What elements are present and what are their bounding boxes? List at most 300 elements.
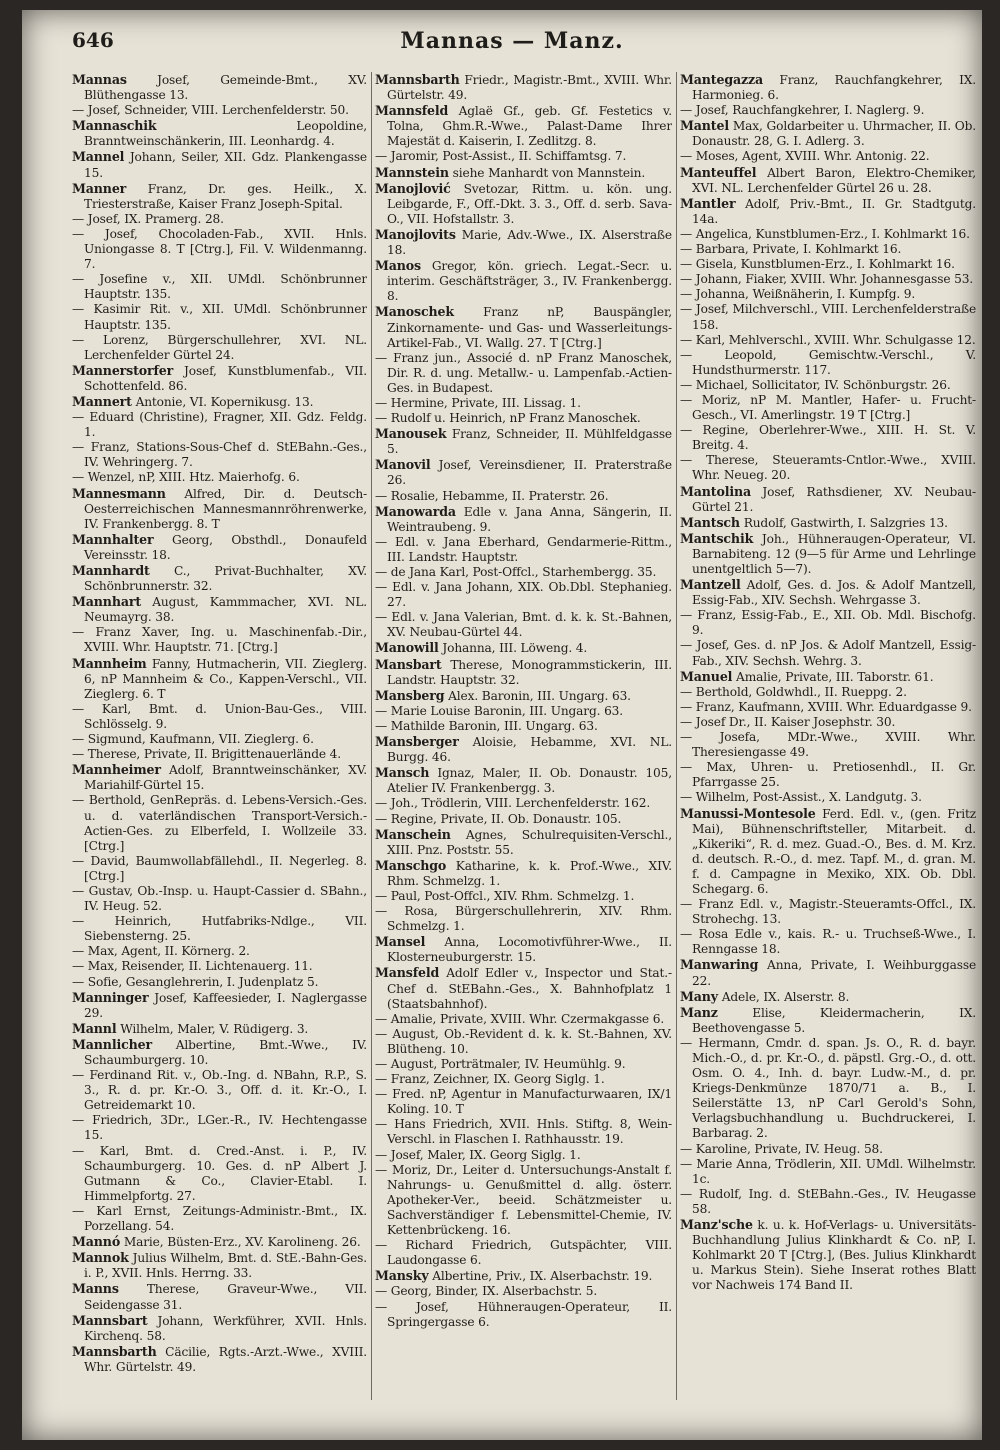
entry-details: — Franz, Kaufmann, XVIII. Whr. Eduardgasse 9. xyxy=(680,699,972,714)
entry-surname: Mansky xyxy=(375,1268,429,1284)
entry-details: — Eduard (Christine), Fragner, XII. Gdz. Feldg. 1. xyxy=(72,410,367,440)
directory-entry xyxy=(72,975,367,990)
entry-details: — Max, Reisender, II. Lichtenauerg. 11. xyxy=(72,959,313,974)
entry-details: Aglaë Gf., geb. Gf. Festetics v. Tolna, Ghm.R.-Wwe., Palast-Dame Ihrer Majestät d. Kaiserin, I. Zedlitzg. 8. xyxy=(387,104,672,149)
entry-details: — Karl, Bmt. d. Union-Bau-Ges., VIII. Schlösselg. 9. xyxy=(72,701,367,731)
entry-details: Albertine, Priv., IX. Alserbachstr. 19. xyxy=(432,1269,653,1284)
directory-entry xyxy=(680,1217,976,1293)
directory-entry xyxy=(72,1113,367,1143)
entry-surname: Mannheimer xyxy=(72,762,161,778)
directory-entry xyxy=(72,594,367,625)
entry-details: Josef, Kaffeesieder, I. Naglergasse 29. xyxy=(84,990,367,1020)
entry-details: — Hermine, Private, III. Lissag. 1. xyxy=(375,395,581,410)
directory-entry xyxy=(72,854,367,884)
directory-entry xyxy=(72,563,367,594)
directory-entry xyxy=(72,333,367,363)
directory-entry xyxy=(375,1072,672,1087)
entry-surname: Manos xyxy=(375,258,421,274)
entry-details: — Karl, Bmt. d. Cred.-Anst. i. P., IV. Schaumburgerg. 10. Ges. d. nP Albert J. Gutmann & Co., Clavier-Etabl. I. Himmelpfortg. 27. xyxy=(72,1143,367,1203)
directory-entry xyxy=(72,227,367,272)
entry-surname: Manschein xyxy=(375,826,451,842)
directory-entry xyxy=(375,1268,672,1284)
directory-entry xyxy=(72,394,367,410)
entry-surname: Manowill xyxy=(375,640,439,656)
directory-entry xyxy=(375,858,672,889)
entry-surname: Mannhart xyxy=(72,594,141,610)
directory-entry xyxy=(72,1234,367,1250)
entry-details: Aloisie, Hebamme, XVI. NL. Burgg. 46. xyxy=(387,735,672,765)
directory-entry xyxy=(680,806,976,898)
entry-details: — Johanna, Weißnäherin, I. Kumpfg. 9. xyxy=(680,287,916,302)
entry-details: August, Kammmacher, XVI. NL. Neumayrg. 38. xyxy=(84,595,367,625)
entry-details: — Sofie, Gesanglehrerin, I. Judenplatz 5. xyxy=(72,974,319,989)
entry-details: — Josef, Schneider, VIII. Lerchenfelderstr. 50. xyxy=(72,103,349,118)
entry-details: — Hans Friedrich, XVII. Hnls. Stiftg. 8, Wein-Verschl. in Flaschen I. Rathhausstr. 19. xyxy=(375,1117,672,1147)
entry-details: — Rosa, Bürgerschullehrerin, XIV. Rhm. Schmelzg. 1. xyxy=(375,904,672,934)
directory-entry xyxy=(72,990,367,1021)
directory-entry xyxy=(72,181,367,212)
entry-surname: Manwaring xyxy=(680,957,759,973)
column-divider xyxy=(676,72,677,1400)
entry-details: — Gustav, Ob.-Insp. u. Haupt-Cassier d. SBahn., IV. Heug. 52. xyxy=(72,883,367,914)
directory-entry xyxy=(72,149,367,180)
entry-details: — Josef, Maler, IX. Georg Siglg. 1. xyxy=(375,1147,581,1162)
entry-details: Therese, Graveur-Wwe., VII. Seidengasse 31. xyxy=(84,1282,367,1312)
entry-details: Anna, Locomotivführer-Wwe., II. Klosterneuburgerstr. 15. xyxy=(387,935,672,965)
directory-entry xyxy=(680,927,976,957)
entry-surname: Mannsbart xyxy=(72,1312,148,1328)
directory-entry xyxy=(680,118,976,149)
directory-entry xyxy=(375,580,672,610)
entry-details: — Wilhelm, Post-Assist., X. Landgutg. 3. xyxy=(680,790,922,805)
directory-entry xyxy=(680,272,976,287)
entry-details: Josef, Kunstblumenfab., VII. Schottenfeld. 86. xyxy=(84,363,367,393)
entry-surname: Mannhardt xyxy=(72,563,150,578)
entry-details: — Johann, Fiaker, XVIII. Whr. Johannesgasse 53. xyxy=(680,272,974,287)
directory-entry xyxy=(375,1284,672,1299)
directory-entry xyxy=(375,1087,672,1117)
directory-entry xyxy=(375,610,672,640)
entry-details: — Hermann, Cmdr. d. span. Js. O., R. d. bayr. Mich.-O., d. pr. Kr.-O., d. päpstl. Grg.-O., d. ott. Osm. O. 4., Inh. d. bayr. Ludw.-M., d. pr. Kriegs-Denkmünze 1870/71 a. B., I. Seilerstätte 13, nP Carl Gerold's Sohn, Verlagsbuchhandlung u. Buchdruckerei, I. Barbarag. 2. xyxy=(680,1035,976,1141)
entry-details: Agnes, Schulrequisiten-Verschl., XIII. Pnz. Poststr. 55. xyxy=(387,827,672,857)
directory-entry xyxy=(72,1313,367,1344)
directory-entry xyxy=(375,1057,672,1072)
directory-entry xyxy=(72,959,367,974)
directory-entry xyxy=(375,149,672,164)
directory-entry xyxy=(72,702,367,732)
entry-details: — de Jana Karl, Post-Offcl., Starhembergg. 35. xyxy=(375,565,657,579)
entry-details: Franz, Schneider, II. Mühlfeldgasse 5. xyxy=(387,427,672,457)
directory-entry xyxy=(680,378,976,393)
directory-entry xyxy=(72,1144,367,1204)
entry-details: — Rosalie, Hebamme, II. Praterstr. 26. xyxy=(375,488,609,503)
directory-entry xyxy=(72,486,367,532)
entry-surname: Manner xyxy=(72,180,127,196)
directory-entry xyxy=(375,719,672,734)
entry-surname: Manojlović xyxy=(375,180,451,196)
directory-entry xyxy=(72,747,367,762)
entry-surname: Manninger xyxy=(72,989,149,1005)
directory-entry xyxy=(680,165,976,196)
entry-details: Franz, Rauchfangkehrer, IX. Harmonieg. 6. xyxy=(692,73,976,103)
directory-entry xyxy=(680,1005,976,1036)
entry-details: — Max, Agent, II. Körnerg. 2. xyxy=(72,944,250,959)
directory-entry xyxy=(680,72,976,103)
entry-details: — Georg, Binder, IX. Alserbachstr. 5. xyxy=(375,1284,598,1299)
entry-surname: Many xyxy=(680,988,718,1004)
entry-surname: Mansberg xyxy=(375,687,445,703)
directory-entry xyxy=(680,484,976,515)
entry-surname: Manz'sche xyxy=(680,1217,753,1233)
directory-entry xyxy=(375,1148,672,1163)
directory-entry xyxy=(375,889,672,904)
entry-details: — Max, Uhren- u. Pretiosenhdl., II. Gr. Pfarrgasse 25. xyxy=(680,760,976,790)
entry-details: — Franz Xaver, Ing. u. Maschinenfab.-Dir., XVIII. Whr. Hauptstr. 71. [Ctrg.] xyxy=(72,625,367,655)
entry-details: — Leopold, Gemischtw.-Verschl., V. Hundsthurmerstr. 117. xyxy=(680,347,976,377)
directory-entry xyxy=(680,242,976,257)
entry-surname: Mantel xyxy=(680,118,729,134)
entry-details: Johanna, III. Löweng. 4. xyxy=(442,641,588,656)
directory-entry xyxy=(375,165,672,181)
directory-entry xyxy=(680,790,976,805)
entry-details: Wilhelm, Maler, V. Rüdigerg. 3. xyxy=(120,1021,309,1036)
entry-surname: Mannsfeld xyxy=(375,103,449,119)
entry-details: — Joh., Trödlerin, VIII. Lerchenfelderstr. 162. xyxy=(375,796,651,811)
directory-entry xyxy=(680,227,976,242)
entry-details: — Marie Anna, Trödlerin, XII. UMdl. Wilhelmstr. 1c. xyxy=(680,1156,976,1186)
entry-surname: Mannas xyxy=(72,72,127,87)
directory-entry xyxy=(375,426,672,457)
directory-entry xyxy=(72,72,367,103)
directory-entry xyxy=(680,700,976,715)
entry-details: Amalie, Private, III. Taborstr. 61. xyxy=(736,669,934,684)
entry-surname: Mannel xyxy=(72,149,125,165)
entry-details: — David, Baumwollabfällehdl., II. Negerleg. 8. [Ctrg.] xyxy=(72,853,367,883)
entry-details: Georg, Obsthdl., Donaufeld Vereinsstr. 18. xyxy=(84,532,367,562)
directory-entry xyxy=(375,457,672,488)
directory-entry xyxy=(375,1012,672,1027)
directory-entry xyxy=(680,1036,976,1142)
entry-surname: Mansberger xyxy=(375,734,459,750)
entry-details: — Moses, Agent, XVIII. Whr. Antonig. 22. xyxy=(680,149,930,164)
entry-details: Therese, Monogrammstickerin, III. Landstr. Hauptstr. 32. xyxy=(387,657,672,687)
entry-details: Leopoldine, Branntweinschänkerin, III. Leonhardg. 4. xyxy=(84,119,367,149)
directory-entry xyxy=(375,411,672,426)
directory-entry xyxy=(680,715,976,730)
directory-entry xyxy=(680,196,976,227)
page-number: 646 xyxy=(72,28,114,52)
entry-surname: Mannó xyxy=(72,1234,121,1250)
entry-details: — Marie Louise Baronin, III. Ungarg. 63. xyxy=(375,703,624,718)
directory-entry xyxy=(72,118,367,149)
entry-surname: Mannaschik xyxy=(72,118,157,134)
entry-surname: Mantsch xyxy=(680,514,740,530)
directory-entry xyxy=(375,688,672,704)
entry-details: — Ferdinand Rit. v., Ob.-Ing. d. NBahn, R.P., S. 3., R. d. pr. Kr.-O. 3., Off. d. it. Kr.-O., I. Getreidemarkt 10. xyxy=(72,1068,367,1113)
directory-entry xyxy=(72,732,367,747)
entry-surname: Mannsbarth xyxy=(375,72,460,87)
entry-details: — Franz, Essig-Fab., E., XII. Ob. Mdl. Bischofg. 9. xyxy=(680,608,976,638)
directory-entry xyxy=(72,302,367,332)
entry-details: — Amalie, Private, XVIII. Whr. Czermakgasse 6. xyxy=(375,1011,665,1026)
entry-details: — Franz Edl. v., Magistr.-Steueramts-Offcl., IX. Strohechg. 13. xyxy=(680,897,976,927)
directory-entry xyxy=(72,884,367,914)
entry-details: Johann, Seiler, XII. Gdz. Plankengasse 15. xyxy=(84,150,367,180)
directory-entry xyxy=(375,489,672,504)
directory-entry xyxy=(680,453,976,483)
entry-details: — Jaromir, Post-Assist., II. Schiffamtsg. 7. xyxy=(375,149,627,164)
entry-details: Albertine, Bmt.-Wwe., IV. Schaumburgerg. 10. xyxy=(84,1037,367,1067)
entry-details: — Kasimir Rit. v., XII. UMdl. Schönbrunner Hauptstr. 135. xyxy=(72,302,367,332)
directory-entry xyxy=(375,304,672,350)
entry-details: — Gisela, Kunstblumen-Erz., I. Kohlmarkt 16. xyxy=(680,257,955,272)
entry-surname: Mantschik xyxy=(680,530,754,546)
directory-entry xyxy=(375,904,672,934)
entry-details: — Berthold, GenRepräs. d. Lebens-Versich.-Ges. u. d. vaterländischen Transport-Versich.-Actien-Ges. zu Elberfeld, I. Wollzeile 33. [Ctrg.] xyxy=(72,793,367,853)
directory-entry xyxy=(72,212,367,227)
directory-entry xyxy=(375,351,672,396)
column-2 xyxy=(375,72,672,1400)
directory-entry xyxy=(680,577,976,608)
directory-entry xyxy=(72,793,367,853)
directory-entry xyxy=(375,72,672,103)
entry-surname: Mannerstorfer xyxy=(72,362,174,378)
entry-details: — Regine, Oberlehrer-Wwe., XIII. H. St. V. Breitg. 4. xyxy=(680,423,976,453)
column-1 xyxy=(72,72,367,1400)
directory-page xyxy=(22,10,982,1440)
entry-details: Ferd. Edl. v., (gen. Fritz Mai), Bühnenschriftsteller, Mitarbeit. d. „Kikeriki“, R. d. mez. Guad.-O., Bes. d. M. Krz. d. deutsch. R.-O., d. mez. Tapf. M., d. gran. M. f. d. Campagne in Mexiko, XIX. Ob. Dbl. Schegarg. 6. xyxy=(692,806,976,896)
entry-surname: Mannert xyxy=(72,393,132,409)
entry-details: Adolf, Branntweinschänker, XV. Mariahilf-Gürtel 15. xyxy=(84,763,367,793)
entry-surname: Manns xyxy=(72,1281,119,1297)
directory-entry xyxy=(680,685,976,700)
directory-entry xyxy=(375,103,672,149)
directory-entry xyxy=(72,625,367,655)
entry-details: Joh., Hühneraugen-Operateur, VI. Barnabiteng. 12 (9—5 für Arme und Lehrlinge unentgeltlich 5—7). xyxy=(692,531,976,576)
entry-details: — Karl Ernst, Zeitungs-Administr.-Bmt., IX. Porzellang. 54. xyxy=(72,1203,367,1234)
directory-entry xyxy=(680,103,976,118)
directory-entry xyxy=(375,827,672,858)
entry-details: — Moriz, Dr., Leiter d. Untersuchungs-Anstalt f. Nahrungs- u. Genußmittel d. allg. österr. Apotheker-Ver., beeid. Schätzmeister u. Sachverständiger f. Lebensmittel-Chemie, IV. Kettenbrückeng. 16. xyxy=(375,1162,672,1238)
directory-entry xyxy=(375,704,672,719)
entry-details: Edle v. Jana Anna, Sängerin, II. Weintraubeng. 9. xyxy=(387,504,672,534)
entry-surname: Mannhalter xyxy=(72,531,154,547)
directory-entry xyxy=(375,396,672,411)
entry-surname: Mannsbarth xyxy=(72,1343,157,1359)
entry-details: — Josef, Hühneraugen-Operateur, II. Springergasse 6. xyxy=(375,1299,672,1329)
entry-details: — Mathilde Baronin, III. Ungarg. 63. xyxy=(375,718,598,733)
directory-entry xyxy=(680,393,976,423)
directory-entry xyxy=(680,608,976,638)
directory-entry xyxy=(375,1027,672,1057)
entry-surname: Manoschek xyxy=(375,304,454,320)
entry-details: — Karoline, Private, IV. Heug. 58. xyxy=(680,1141,883,1156)
directory-entry xyxy=(375,1117,672,1147)
entry-details: Alfred, Dir. d. Deutsch-Oesterreichischen Mannesmannröhrenwerke, IV. Frankenbergg. 8. T xyxy=(84,486,367,531)
entry-details: — Lorenz, Bürgerschullehrer, XVI. NL. Lerchenfelder Gürtel 24. xyxy=(72,332,367,362)
entry-surname: Manuel xyxy=(680,668,733,684)
entry-surname: Manussi-Montesole xyxy=(680,805,816,821)
directory-entry xyxy=(680,287,976,302)
column-divider xyxy=(371,72,372,1400)
entry-details: Rudolf, Gastwirth, I. Salzgries 13. xyxy=(743,515,948,530)
entry-surname: Manschgo xyxy=(375,857,447,873)
entry-surname: Manteuffel xyxy=(680,164,757,180)
entry-details: — Rosa Edle v., kais. R.- u. Truchseß-Wwe., I. Renngasse 18. xyxy=(680,927,976,957)
directory-entry xyxy=(680,149,976,164)
directory-entry xyxy=(72,1068,367,1113)
directory-entry xyxy=(72,410,367,440)
entry-surname: Mannstein xyxy=(375,164,449,180)
entry-details: siehe Manhardt von Mannstein. xyxy=(452,165,646,180)
directory-entry xyxy=(72,470,367,485)
entry-surname: Mansch xyxy=(375,765,430,781)
directory-entry xyxy=(680,1157,976,1187)
directory-entry xyxy=(680,730,976,760)
directory-entry xyxy=(680,1187,976,1217)
directory-entry xyxy=(375,565,672,580)
entry-surname: Manousek xyxy=(375,426,447,442)
directory-entry xyxy=(72,762,367,793)
entry-details: — Josefine v., XII. UMdl. Schönbrunner Hauptstr. 135. xyxy=(72,272,367,302)
directory-entry xyxy=(72,272,367,302)
entry-details: — Moriz, nP M. Mantler, Hafer- u. Frucht-Gesch., VI. Amerlingstr. 19 T [Ctrg.] xyxy=(680,392,976,423)
entry-details: Elise, Kleidermacherin, IX. Beethovengasse 5. xyxy=(692,1005,976,1035)
entry-details: Josef, Vereinsdiener, II. Praterstraße 26. xyxy=(387,458,672,488)
entry-details: — Karl, Mehlverschl., XVIII. Whr. Schulgasse 12. xyxy=(680,332,976,347)
entry-details: Franz nP, Bauspängler, Zinkornamente- und Gas- und Wasserleitungs-Artikel-Fab., VI. Wallg. 27. T [Ctrg.] xyxy=(387,305,672,350)
entry-details: Svetozar, Rittm. u. kön. ung. Leibgarde, F., Off.-Dkt. 3. 3., Off. d. serb. Sava-O., VII. Hofstallstr. 3. xyxy=(387,181,672,226)
entry-details: — Rudolf u. Heinrich, nP Franz Manoschek. xyxy=(375,411,641,426)
directory-entry xyxy=(375,227,672,258)
directory-entry xyxy=(72,914,367,944)
entry-surname: Mannlicher xyxy=(72,1036,152,1052)
directory-entry xyxy=(72,1021,367,1037)
entry-details: — Paul, Post-Offcl., XIV. Rhm. Schmelzg. 1. xyxy=(375,888,635,903)
directory-entry xyxy=(680,333,976,348)
entry-details: — Josefa, MDr.-Wwe., XVIII. Whr. Theresiengasse 49. xyxy=(680,730,976,760)
directory-entry xyxy=(72,1344,367,1375)
directory-entry xyxy=(680,638,976,668)
directory-entry xyxy=(72,1037,367,1068)
entry-details: — Franz, Zeichner, IX. Georg Siglg. 1. xyxy=(375,1072,605,1087)
entry-details: — Friedrich, 3Dr., LGer.-R., IV. Hechtengasse 15. xyxy=(72,1113,367,1143)
directory-entry xyxy=(375,657,672,688)
entry-details: — Richard Friedrich, Gutspächter, VIII. Laudongasse 6. xyxy=(375,1238,672,1268)
entry-surname: Mantolina xyxy=(680,483,752,499)
directory-entry xyxy=(72,103,367,118)
entry-surname: Mantler xyxy=(680,195,736,211)
entry-details: Julius Wilhelm, Bmt. d. StE.-Bahn-Ges. i. P., XVII. Hnls. Herrng. 33. xyxy=(84,1251,367,1281)
directory-entry xyxy=(375,640,672,656)
directory-entry xyxy=(375,504,672,535)
directory-entry xyxy=(72,363,367,394)
entry-details: — Sigmund, Kaufmann, VII. Zieglerg. 6. xyxy=(72,732,314,747)
entry-details: — Rudolf, Ing. d. StEBahn.-Ges., IV. Heugasse 58. xyxy=(680,1186,976,1216)
entry-details: — Franz jun., Associé d. nP Franz Manoschek, Dir. R. d. ung. Metallw.- u. Lampenfab.-Actien-Ges. in Budapest. xyxy=(375,350,672,395)
directory-entry xyxy=(375,258,672,304)
directory-entry xyxy=(72,1281,367,1312)
entry-details: Fanny, Hutmacherin, VII. Zieglerg. 6, nP Mannheim & Co., Kappen-Verschl., VII. Zieglerg. 6. T xyxy=(84,656,367,701)
entry-surname: Manz xyxy=(680,1004,718,1020)
entry-details: Josef, Gemeinde-Bmt., XV. Blüthengasse 13. xyxy=(84,73,367,103)
entry-details: — Fred. nP, Agentur in Manufacturwaaren, IX/1 Koling. 10. T xyxy=(375,1087,672,1117)
directory-entry xyxy=(680,302,976,332)
directory-entry xyxy=(72,656,367,702)
directory-entry xyxy=(680,257,976,272)
entry-details: — Edl. v. Jana Johann, XIX. Ob.Dbl. Stephanieg. 27. xyxy=(375,580,672,610)
entry-details: Franz, Dr. ges. Heilk., X. Triesterstraße, Kaiser Franz Joseph-Spital. xyxy=(84,181,367,211)
directory-entry xyxy=(375,1300,672,1330)
directory-entry xyxy=(680,669,976,685)
entry-details: Katharine, k. k. Prof.-Wwe., XIV. Rhm. Schmelzg. 1. xyxy=(387,858,672,888)
entry-surname: Mannl xyxy=(72,1020,117,1036)
entry-details: Gregor, kön. griech. Legat.-Secr. u. interim. Geschäftsträger, 3., IV. Frankenbergg. 8. xyxy=(387,259,672,304)
entry-details: Anna, Private, I. Weihburggasse 22. xyxy=(692,958,976,988)
entry-details: — Michael, Sollicitator, IV. Schönburgstr. 26. xyxy=(680,377,951,392)
directory-entry xyxy=(680,348,976,378)
directory-entry xyxy=(680,1142,976,1157)
page-header xyxy=(72,28,952,62)
entry-details: Marie, Büsten-Erz., XV. Karolineng. 26. xyxy=(123,1235,361,1250)
entry-details: Adolf, Priv.-Bmt., II. Gr. Stadtgutg. 14a. xyxy=(692,196,976,226)
entry-surname: Manowarda xyxy=(375,503,456,519)
entry-details: — Josef, Rauchfangkehrer, I. Naglerg. 9. xyxy=(680,103,925,118)
entry-details: — Therese, Steueramts-Cntlor.-Wwe., XVIII. Whr. Neueg. 20. xyxy=(680,453,976,483)
entry-details: — Heinrich, Hutfabriks-Ndlge., VII. Siebensterng. 25. xyxy=(72,914,367,944)
entry-surname: Mannheim xyxy=(72,655,147,671)
entry-details: Alex. Baronin, III. Ungarg. 63. xyxy=(448,688,631,703)
directory-entry xyxy=(375,965,672,1011)
directory-entry xyxy=(375,535,672,565)
entry-details: Cäcilie, Rgts.-Arzt.-Wwe., XVIII. Whr. Gürtelstr. 49. xyxy=(84,1344,367,1374)
directory-entry xyxy=(72,532,367,563)
entry-surname: Mansel xyxy=(375,934,426,950)
entry-details: — Josef, Chocoladen-Fab., XVII. Hnls. Uniongasse 8. T [Ctrg.], Fil. V. Wildenmanng. 7. xyxy=(72,226,367,272)
running-head: Mannas — Manz. xyxy=(400,28,624,54)
entry-details: — August, Ob.-Revident d. k. k. St.-Bahnen, XV. Blütheng. 10. xyxy=(375,1026,672,1056)
directory-entry xyxy=(375,796,672,811)
entry-details: — Wenzel, nP, XIII. Htz. Maierhofg. 6. xyxy=(72,470,300,485)
entry-details: — Barbara, Private, I. Kohlmarkt 16. xyxy=(680,242,902,257)
directory-entry xyxy=(72,1250,367,1281)
entry-details: Johann, Werkführer, XVII. Hnls. Kirchenq. 58. xyxy=(84,1313,367,1343)
entry-details: Adolf Edler v., Inspector und Stat.-Chef d. StEBahn.-Ges., X. Bahnhofplatz 1 (Staatsbahnhof). xyxy=(387,966,672,1011)
directory-entry xyxy=(680,515,976,531)
directory-entry xyxy=(680,957,976,988)
entry-details: — Regine, Private, II. Ob. Donaustr. 105. xyxy=(375,811,622,826)
directory-entry xyxy=(680,760,976,790)
entry-details: Max, Goldarbeiter u. Uhrmacher, II. Ob. Donaustr. 28, G. I. Adlerg. 3. xyxy=(692,119,976,149)
directory-entry xyxy=(375,734,672,765)
directory-entry xyxy=(375,1163,672,1238)
directory-entry xyxy=(72,944,367,959)
entry-surname: Manovil xyxy=(375,457,431,473)
entry-details: — Berthold, Goldwhdl., II. Rueppg. 2. xyxy=(680,684,907,699)
directory-entry xyxy=(72,1204,367,1234)
entry-details: — Edl. v. Jana Valerian, Bmt. d. k. k. St.-Bahnen, XV. Neubau-Gürtel 44. xyxy=(375,610,672,640)
directory-entry xyxy=(680,897,976,927)
entry-details: — Josef Dr., II. Kaiser Josephstr. 30. xyxy=(680,714,896,729)
directory-entry xyxy=(375,1238,672,1268)
entry-details: — Josef, IX. Pramerg. 28. xyxy=(72,211,224,226)
entry-surname: Mantzell xyxy=(680,577,741,593)
entry-surname: Mannesmann xyxy=(72,485,166,501)
entry-surname: Mantegazza xyxy=(680,72,764,87)
entry-details: Adolf, Ges. d. Jos. & Adolf Mantzell, Essig-Fab., XIV. Sechsh. Wehrgasse 3. xyxy=(692,578,976,608)
directory-entry xyxy=(375,181,672,227)
directory-columns xyxy=(72,72,976,1400)
